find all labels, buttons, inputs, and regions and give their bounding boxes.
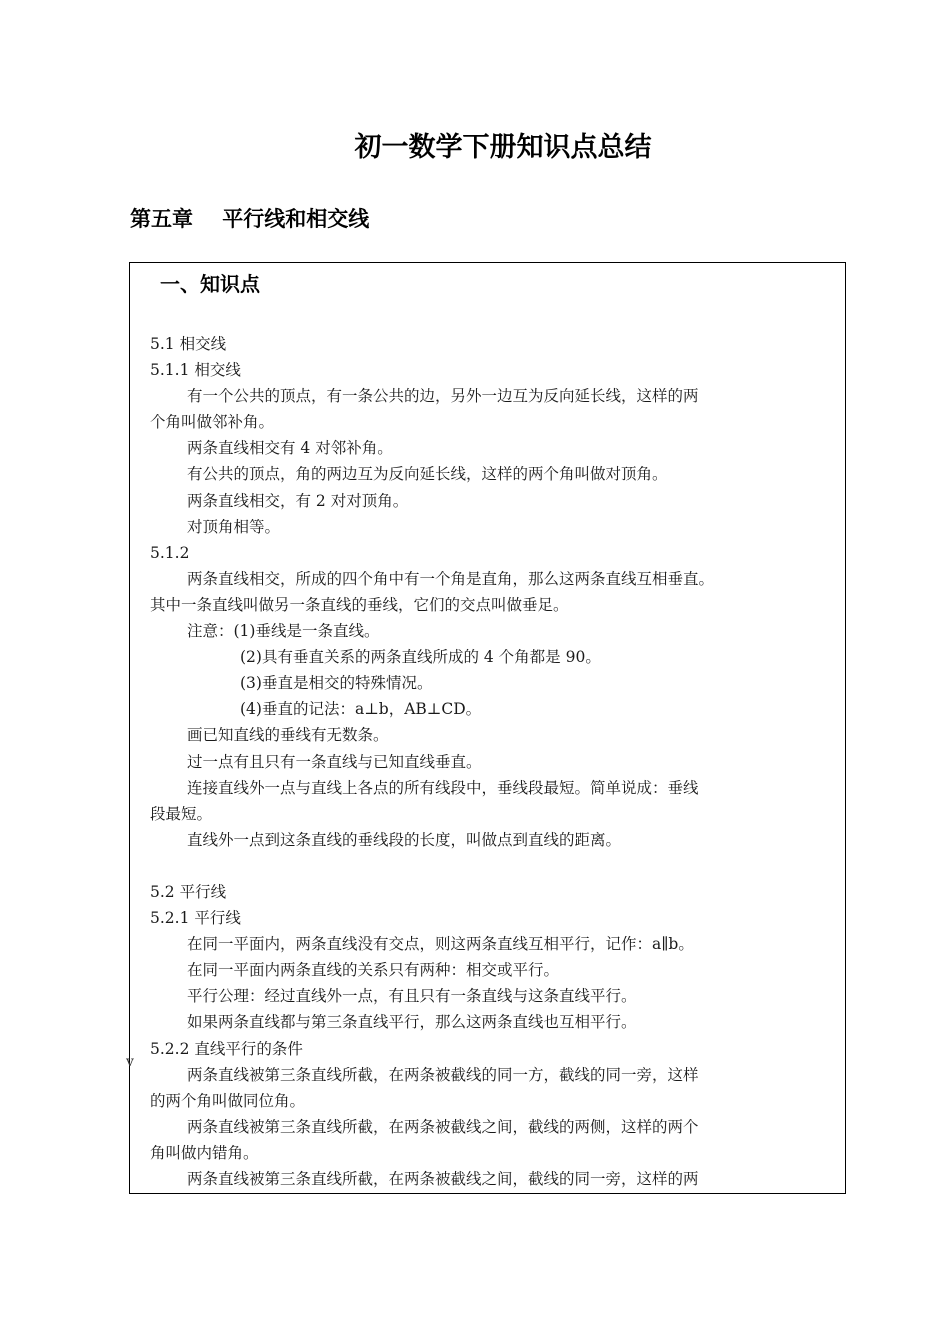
note-line: (4)垂直的记法：a⊥b，AB⊥CD。: [240, 700, 482, 719]
text-line: 个角叫做邻补角。: [150, 413, 275, 432]
text-line: 两条直线被第三条直线所截，在两条被截线之间，截线的同一旁，这样的两: [187, 1170, 699, 1188]
text-line: 在同一平面内，两条直线没有交点，则这两条直线互相平行，记作：a∥b。: [187, 935, 694, 954]
note-line: (2)具有垂直关系的两条直线所成的 4 个角都是 90。: [240, 648, 601, 667]
text-line: 有公共的顶点，角的两边互为反向延长线，这样的两个角叫做对顶角。: [187, 465, 668, 484]
text-line: 两条直线相交有 4 对邻补角。: [187, 439, 393, 458]
text-line: 角叫做内错角。: [150, 1143, 259, 1162]
text-line: 平行公理：经过直线外一点，有且只有一条直线与这条直线平行。: [187, 987, 637, 1006]
box-heading: 一、知识点: [160, 272, 260, 296]
subsection-heading: 5.2.2 直线平行的条件: [150, 1039, 303, 1058]
chapter-heading: 第五章 平行线和相交线: [130, 207, 370, 231]
text-line: 画已知直线的垂线有无数条。: [187, 726, 389, 745]
text-line: 在同一平面内两条直线的关系只有两种：相交或平行。: [187, 961, 560, 980]
text-line: 的两个角叫做同位角。: [150, 1091, 306, 1110]
text-line: 对顶角相等。: [187, 517, 281, 536]
subsection-heading: 5.1.2: [150, 543, 190, 562]
text-line: 两条直线被第三条直线所截，在两条被截线的同一方，截线的同一旁，这样: [187, 1065, 699, 1084]
spacer: [150, 853, 795, 879]
text-line: 两条直线相交，有 2 对对顶角。: [187, 491, 409, 510]
text-line: 连接直线外一点与直线上各点的所有线段中，垂线段最短。简单说成：垂线: [187, 778, 699, 797]
section-heading: 5.1 相交线: [150, 335, 227, 353]
text-line: 如果两条直线都与第三条直线平行，那么这两条直线也互相平行。: [187, 1013, 637, 1032]
subsection-heading: 5.2.1 平行线: [150, 909, 241, 928]
text-line: 有一个公共的顶点，有一条公共的边，另外一边互为反向延长线，这样的两: [187, 387, 699, 406]
text-line: 过一点有且只有一条直线与已知直线垂直。: [187, 752, 482, 771]
box-content: [150, 331, 795, 1192]
text-line: 直线外一点到这条直线的垂线段的长度，叫做点到直线的距离。: [187, 830, 622, 849]
note-line: 注意：(1)垂线是一条直线。: [187, 622, 380, 641]
section-heading: 5.2 平行线: [150, 882, 227, 901]
text-line: 两条直线相交，所成的四个角中有一个角是直角，那么这两条直线互相垂直。: [187, 569, 715, 588]
text-line: 段最短。: [150, 804, 213, 823]
margin-mark: ⅴ: [126, 1054, 134, 1070]
text-line: 两条直线被第三条直线所截，在两条被截线之间，截线的两侧，这样的两个: [187, 1117, 699, 1136]
note-line: (3)垂直是相交的特殊情况。: [240, 674, 433, 693]
knowledge-box: [129, 262, 846, 1194]
document-title: 初一数学下册知识点总结: [354, 132, 652, 163]
subsection-heading: 5.1.1 相交线: [150, 361, 241, 380]
text-line: 其中一条直线叫做另一条直线的垂线，它们的交点叫做垂足。: [150, 595, 569, 614]
